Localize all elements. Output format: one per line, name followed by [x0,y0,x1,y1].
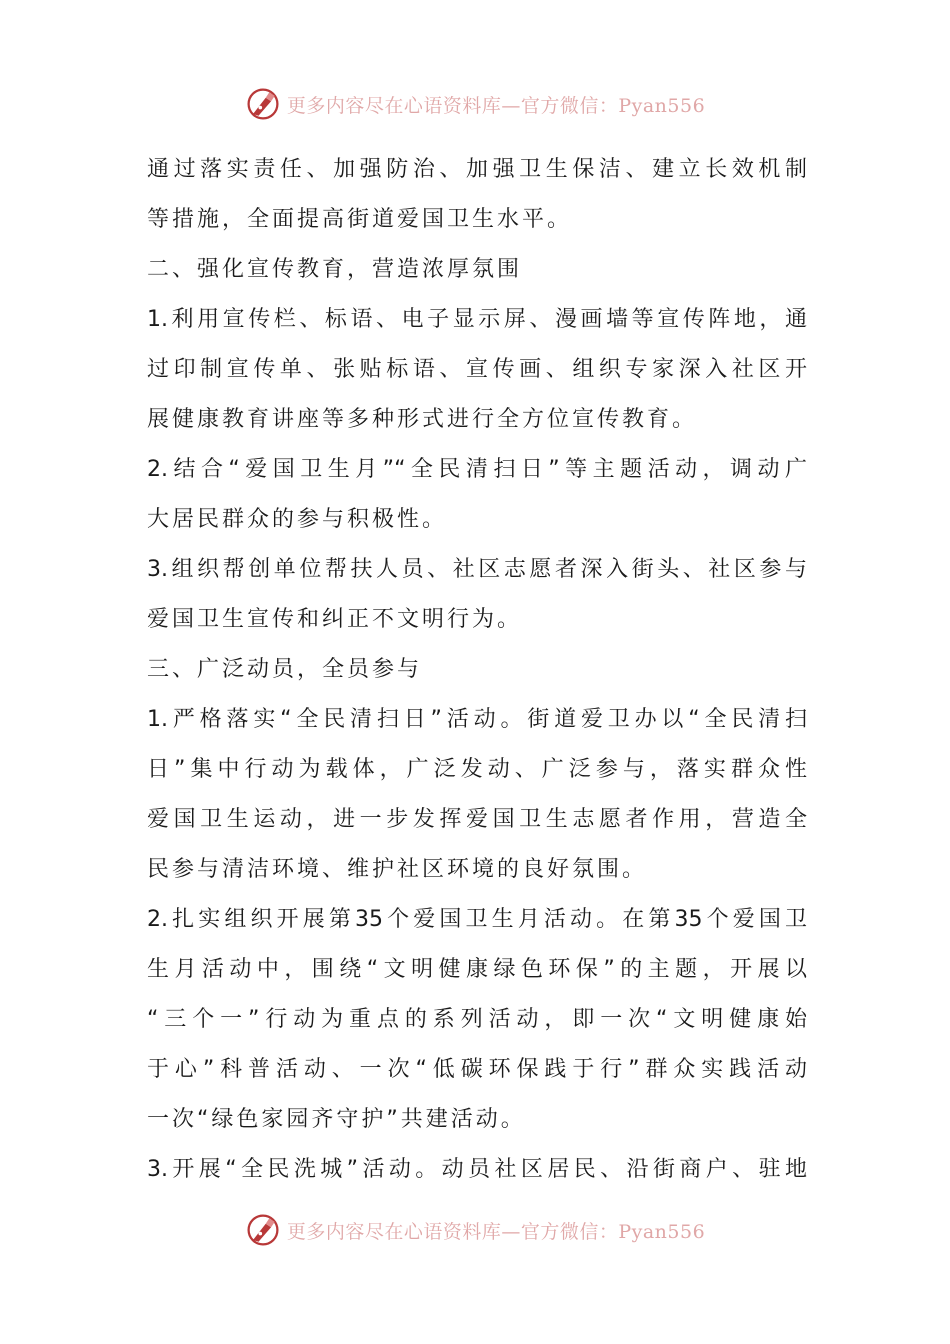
text-line: 等措施，全面提高街道爱国卫生水平。 [147,207,573,232]
text-line: 1.利用宣传栏、标语、电子显示屏、漫画墙等宣传阵地，通 [147,307,807,332]
pen-nib-logo-icon [245,1212,281,1248]
footer-watermark-banner [0,1208,950,1252]
text-line: 3.组织帮创单位帮扶人员、社区志愿者深入街头、社区参与 [147,557,807,582]
document-body [147,145,807,1195]
text-line: 于心”科普活动、一次“低碳环保践于行”群众实践活动 [147,1057,807,1082]
text-line: 日”集中行动为载体，广泛发动、广泛参与，落实群众性 [147,757,807,782]
text-line: “三个一”行动为重点的系列活动，即一次“文明健康始 [147,1007,807,1032]
text-line: 2.扎实组织开展第35个爱国卫生月活动。在第35个爱国卫 [147,907,807,932]
text-line: 生月活动中，围绕“文明健康绿色环保”的主题，开展以 [147,957,807,982]
text-line: 3.开展“全民洗城”活动。动员社区居民、沿街商户、驻地 [147,1157,807,1182]
header-watermark-banner [0,82,950,126]
text-line: 通过落实责任、加强防治、加强卫生保洁、建立长效机制 [147,157,807,182]
watermark-text: 更多内容尽在心语资料库—官方微信：Pyan556 [286,94,706,117]
text-line: 大居民群众的参与积极性。 [147,507,448,532]
text-line: 一次“绿色家园齐守护”共建活动。 [147,1107,526,1132]
text-line: 1.严格落实“全民清扫日”活动。街道爱卫办以“全民清扫 [147,707,807,732]
section-heading: 二、强化宣传教育，营造浓厚氛围 [147,257,523,282]
text-line: 过印制宣传单、张贴标语、宣传画、组织专家深入社区开 [147,357,807,382]
text-line: 民参与清洁环境、维护社区环境的良好氛围。 [147,857,648,882]
text-line: 爱国卫生宣传和纠正不文明行为。 [147,607,523,632]
section-heading: 三、广泛动员，全员参与 [147,657,423,682]
text-line: 展健康教育讲座等多种形式进行全方位宣传教育。 [147,407,698,432]
pen-nib-logo-icon [245,86,281,122]
text-line: 2.结合“爱国卫生月”“全民清扫日”等主题活动，调动广 [147,457,807,482]
watermark-text: 更多内容尽在心语资料库—官方微信：Pyan556 [286,1220,706,1243]
text-line: 爱国卫生运动，进一步发挥爱国卫生志愿者作用，营造全 [147,807,807,832]
